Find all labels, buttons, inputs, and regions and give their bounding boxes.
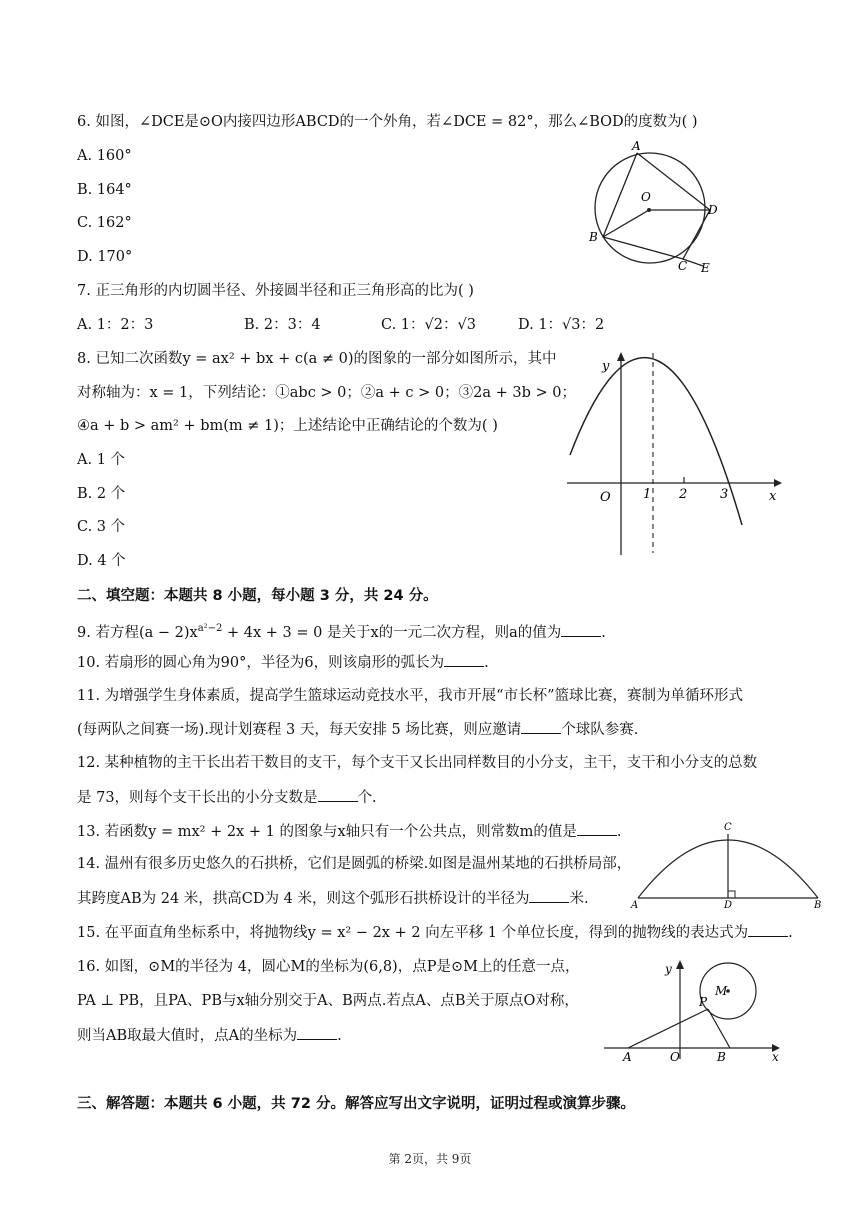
q8-option-c: C. 3 个 xyxy=(77,519,126,535)
q7-option-a: A. 1：2：3 xyxy=(77,317,154,333)
q12-text-post: 个. xyxy=(357,790,377,806)
q6-stem: 6. 如图，∠DCE是⊙O内接四边形ABCD的一个外角，若∠DCE = 82°，那么∠BOD的度数为( ) xyxy=(77,114,698,130)
q6-option-a: A. 160° xyxy=(77,148,132,164)
q7-stem: 7. 正三角形的内切圆半径、外接圆半径和正三角形高的比为( ) xyxy=(77,283,474,299)
tick-label-2: 2 xyxy=(679,487,688,502)
q16-answer-blank xyxy=(297,1025,337,1040)
q8-option-d: D. 4 个 xyxy=(77,553,126,569)
q11-line1: 11. 为增强学生身体素质，提高学生篮球运动竞技水平，我市开展“市长杯”篮球比赛，赛制为单循环形式 xyxy=(77,688,743,704)
q7-option-c: C. 1：√2：√3 xyxy=(381,317,476,333)
q15-answer-blank xyxy=(748,922,788,937)
q6-option-b: B. 164° xyxy=(77,182,132,198)
q6-option-c: C. 162° xyxy=(77,215,132,231)
q11-text-post: 个球队参赛. xyxy=(561,722,639,738)
q16-text-end: . xyxy=(337,1028,342,1044)
quadrilateral-abcd xyxy=(603,153,710,259)
q10-text-end: . xyxy=(484,655,489,671)
label-a: A xyxy=(631,900,639,910)
label-o: O xyxy=(641,190,651,204)
q9-line xyxy=(77,619,606,643)
q14-line2 xyxy=(77,888,589,909)
label-b: B xyxy=(717,1050,726,1062)
q16-line2: PA ⊥ PB，且PA、PB与x轴分别交于A、B两点.若点A、点B关于原点O对称， xyxy=(77,993,579,1009)
q9-answer-blank xyxy=(561,622,601,637)
label-c: C xyxy=(724,822,732,833)
q8-line3: ④a + b > am² + bm(m ≠ 1)；上述结论中正确结论的个数为( ) xyxy=(77,418,498,434)
label-a: A xyxy=(632,139,641,153)
q16-text-pre: 则当AB取最大值时，点A的坐标为 xyxy=(77,1028,298,1044)
q8-option-b: B. 2 个 xyxy=(77,486,126,502)
section-2-heading: 二、填空题：本题共 8 小题，每小题 3 分，共 24 分。 xyxy=(77,588,438,604)
q15-text-pre: 15. 在平面直角坐标系中，将抛物线y = x² − 2x + 2 向左平移 1 个单位长度，得到的抛物线的表达式为 xyxy=(77,925,749,941)
q12-line2 xyxy=(77,787,377,808)
q13-line xyxy=(77,821,621,842)
label-m: M xyxy=(715,984,728,998)
q11-line2 xyxy=(77,719,638,740)
y-axis-arrow xyxy=(617,352,625,361)
label-p: P xyxy=(699,995,708,1009)
circle-o xyxy=(595,153,705,263)
q14-line1: 14. 温州有很多历史悠久的石拱桥，它们是圆弧的桥梁.如图是温州某地的石拱桥局部， xyxy=(77,856,632,872)
label-y: y xyxy=(602,359,610,374)
q8-option-a: A. 1 个 xyxy=(77,452,126,468)
q9-text-end: . xyxy=(601,624,606,641)
label-a: A xyxy=(623,1050,632,1062)
page-footer: 第 2页，共 9页 xyxy=(388,1152,472,1166)
q10-line xyxy=(77,652,489,673)
label-origin: O xyxy=(600,490,611,505)
tick-label-3: 3 xyxy=(720,487,729,502)
q10-text-pre: 10. 若扇形的圆心角为90°，半径为6，则该扇形的弧长为 xyxy=(77,655,445,671)
q9-text-pre: 9. 若方程(a − 2)x xyxy=(77,624,198,641)
q15-line xyxy=(77,922,793,943)
q8-line1: 8. 已知二次函数y = ax² + bx + c(a ≠ 0)的图象的一部分如图所示，其中 xyxy=(77,351,557,367)
q16-line3 xyxy=(77,1025,342,1046)
q14-arch-figure xyxy=(630,820,826,910)
label-o: O xyxy=(670,1050,680,1062)
q12-line1: 12. 某种植物的主干长出若干数目的支干，每个支干又长出同样数目的小分支，主干，支干和小分支的总数 xyxy=(77,755,758,771)
segment-ob xyxy=(603,210,649,237)
section-3-heading: 三、解答题：本题共 6 小题，共 72 分。解答应写出文字说明，证明过程或演算步骤。 xyxy=(77,1096,635,1112)
q14-text-post: 米. xyxy=(569,891,589,907)
label-y: y xyxy=(665,962,672,976)
q13-text-pre: 13. 若函数y = mx² + 2x + 1 的图象与x轴只有一个公共点，则常数m的值是 xyxy=(77,824,577,840)
label-x: x xyxy=(772,1050,779,1062)
q14-answer-blank xyxy=(529,888,569,903)
q9-text-post: + 4x + 3 = 0 是关于x的一元二次方程，则a的值为 xyxy=(222,624,562,641)
q14-text-pre: 其跨度AB为 24 米，拱高CD为 4 米，则这个弧形石拱桥设计的半径为 xyxy=(77,891,530,907)
parabola-curve xyxy=(570,358,742,525)
q11-answer-blank xyxy=(521,719,561,734)
segment-pb xyxy=(708,1009,730,1048)
q8-line2: 对称轴为：x = 1，下列结论：①abc > 0；②a + c > 0；③2a + 3b > 0； xyxy=(77,385,576,401)
label-d: D xyxy=(708,203,718,217)
q13-answer-blank xyxy=(577,821,617,836)
q13-text-end: . xyxy=(616,824,622,840)
label-b: B xyxy=(814,900,822,910)
q7-option-b: B. 2：3：4 xyxy=(244,317,321,333)
q12-text-pre: 是 73，则每个支干长出的小分支数是 xyxy=(77,790,318,806)
q6-option-d: D. 170° xyxy=(77,249,133,265)
q9-exponent: a²−2 xyxy=(197,623,223,634)
q12-answer-blank xyxy=(318,787,358,802)
q16-coordinate-figure xyxy=(600,955,785,1062)
label-e: E xyxy=(701,261,710,275)
q15-text-end: . xyxy=(788,925,793,941)
label-c: C xyxy=(678,259,688,273)
label-x: x xyxy=(769,489,777,504)
label-d: D xyxy=(724,900,733,910)
segment-pa xyxy=(628,1009,708,1048)
y-axis-arrow xyxy=(676,960,684,969)
label-b: B xyxy=(589,230,598,244)
q10-answer-blank xyxy=(444,652,484,667)
tick-label-1: 1 xyxy=(643,487,652,502)
q6-circle-figure xyxy=(585,138,725,278)
x-axis-arrow xyxy=(774,479,782,487)
right-angle-mark xyxy=(728,891,735,898)
q16-line1: 16. 如图，⊙M的半径为 4，圆心M的坐标为(6,8)，点P是⊙M上的任意一点， xyxy=(77,959,580,975)
q7-option-d: D. 1：√3：2 xyxy=(518,317,605,333)
q8-parabola-figure xyxy=(562,345,787,560)
center-o-dot xyxy=(647,208,651,212)
q11-text-pre: (每两队之间赛一场).现计划赛程 3 天，每天安排 5 场比赛，则应邀请 xyxy=(77,722,522,738)
